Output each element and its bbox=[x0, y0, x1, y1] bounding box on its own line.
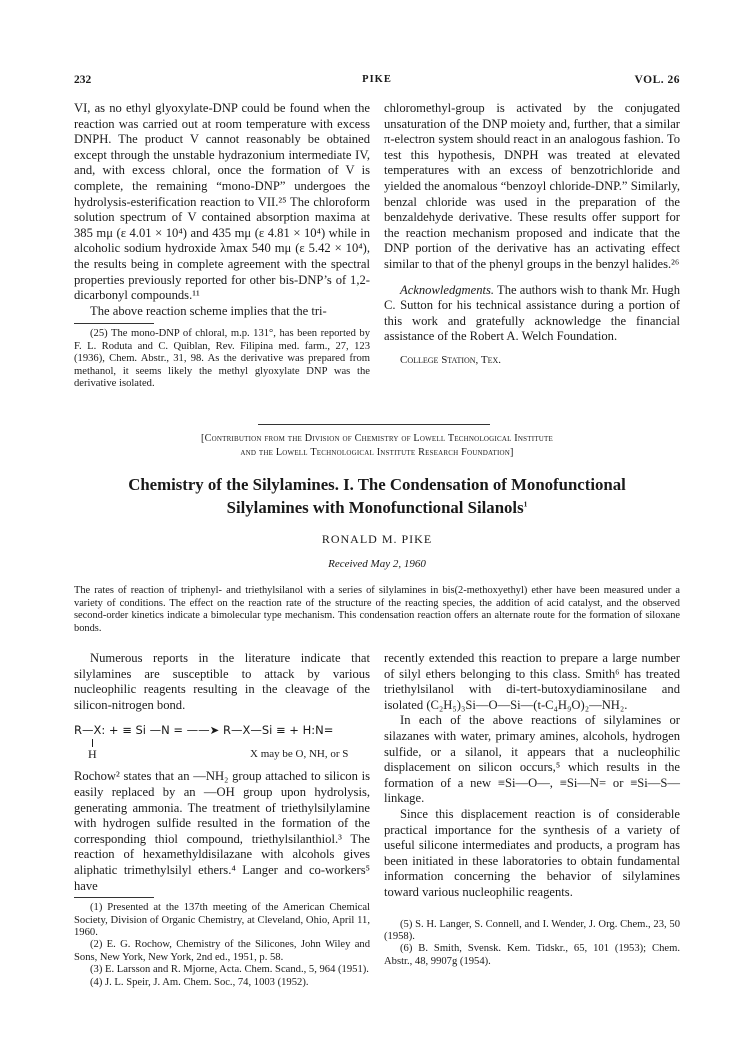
contribution-line: [Contribution from the Division of Chemistry of Lowell Technological Institute bbox=[201, 433, 553, 444]
top-right-column bbox=[384, 101, 680, 369]
footnote-text: (6) B. Smith, Svensk. Kem. Tidskr., 65, 101 (1953); Chem. Abstr., 48, 9907g (1954). bbox=[384, 943, 680, 967]
top-left-column bbox=[74, 101, 370, 390]
title-footnote-mark: 1 bbox=[523, 499, 528, 509]
equation-h: H bbox=[88, 747, 97, 762]
paragraph: VI, as no ethyl glyoxylate-DNP could be found when the reaction was carried out at room temperature with excess DNPH. The product V cannot reasonably be obtained except through the unstable hydrazonium intermediate IV, and, with excess chloral, once the formation of V is complete, the remaining “mono-DNP” undergoes the hydrolysis-esterification reaction to VII.²⁵ The chloroform solution spectrum of V contained absorption maxima at 385 mμ (ε 4.01 × 10⁴) and 435 mμ (ε 4.81 × 10⁴) while in alcoholic sodium hydroxide λmax 540 mμ (ε 5.42 × 10⁴), the results being in complete agreement with the spectral properties previously reported for other bis-DNP’s of 1,2-dicarbonyl compounds.¹¹ bbox=[74, 101, 370, 303]
contribution-note bbox=[74, 432, 680, 459]
author: RONALD M. PIKE bbox=[321, 532, 433, 546]
reaction-equation bbox=[74, 721, 370, 765]
page-number: 232 bbox=[74, 74, 92, 86]
paragraph: Rochow² states that an —NH₂ group attached to silicon is easily replaced by an —OH group upon hydrolysis, generating ammonia. The treatment of triethylsilylamine with hydrogen sulfide resulted in the formation of the corresponding thiol compound, triethylsilanthiol.³ The reaction of hexamethyldisilazane with alcohols gives aliphatic trimethylsilyl ethers.⁴ Langer and co-workers⁵ have bbox=[74, 769, 370, 893]
footnote-rule bbox=[74, 323, 154, 324]
paragraph: Numerous reports in the literature indicate that silylamines are susceptible to attack by various nucleophilic reagents resulting in the cleavage of the silicon-nitrogen bond. bbox=[74, 651, 370, 712]
footnote-text: (4) J. L. Speir, J. Am. Chem. Soc., 74, 1003 (1952). bbox=[90, 976, 309, 988]
equation-text: R—X: + ≡ Si —N = ——➤ R—X—Si ≡ + H:N= bbox=[74, 723, 334, 738]
paragraph: recently extended this reaction to prepare a large number of silyl ethers belonging to this class. Smith⁶ has treated triethylsilanol with di-tert-butoxydiaminosilane and isolated (C₂H₅)₃Si—O—Si—(t-C₄H₉O)₂—NH₂. bbox=[384, 651, 680, 712]
title-text: Silylamines with Monofunctional Silanols bbox=[226, 498, 524, 517]
paragraph: The above reaction scheme implies that the tri- bbox=[90, 303, 327, 318]
paragraph: In each of the above reactions of silylamines or silazanes with water, primary amines, alcohols, hydrogen sulfide, or a silanol, it appears that a nucleophilic displacement on silicon occurs,⁵ which results in the formation of a new ≡Si—O—, ≡Si—N= or ≡Si—S— linkage. bbox=[384, 713, 680, 806]
paragraph: chloromethyl-group is activated by the conjugated unsaturation of the DNP moiety and, further, that a similar π-electron system should react in an analogous fashion. To test this hypothesis, DNPH was treated at elevated temperatures with an excess of benzotrichloride and yielded the anomalous “benzoyl chloride-DNP.” Similarly, benzal chloride was used in the preparation of the benzaldehyde derivative. These results offer support for the reaction mechanism proposed and indicate that the DNP portion of the derivative has an activating effect similar to that of the phenyl groups in the benzyl halides.²⁶ bbox=[384, 101, 680, 271]
body-right-column bbox=[384, 651, 680, 968]
footnote-text: (2) E. G. Rochow, Chemistry of the Silicones, John Wiley and Sons, New York, New York, 2nd ed., 1951, p. 58. bbox=[74, 939, 370, 963]
article-title bbox=[74, 473, 680, 519]
running-title: PIKE bbox=[362, 74, 392, 85]
body-left-column bbox=[74, 651, 370, 989]
acknowledgments bbox=[384, 283, 680, 345]
footnote-text: (25) The mono-DNP of chloral, m.p. 131°, has been reported by F. L. Roduta and C. Quiblan, Rev. Filipina med. farm., 27, 123 (1936), Chem. Abstr., 31, 98. As the derivative was prepared from methanol, it seems likely the methyl glyoxylate DNP was the derivative isolated. bbox=[74, 328, 370, 389]
abstract: The rates of reaction of triphenyl- and triethylsilanol with a series of silylamines in bis(2-methoxyethyl) ether have been measured under a variety of conditions. The effect on the reaction rate of the structure of the reacting species, the addition of acid catalyst, and the observed second-order kinetics indicate a bimolecular type mechanism. This condensation reaction offers an alternate route for the formation of siloxane bonds. bbox=[74, 585, 680, 634]
title-line-2 bbox=[74, 496, 680, 519]
footnote-text: (3) E. Larsson and R. Mjorne, Acta. Chem. Scand., 5, 964 (1951). bbox=[90, 964, 369, 976]
section-divider bbox=[258, 424, 490, 425]
paragraph: Since this displacement reaction is of considerable practical importance for the synthesis of a variety of useful silicone intermediates and products, a program has been initiated in these laboratories to obtain fundamental information concerning the behavior of silylamines toward various nucleophilic reagents. bbox=[384, 806, 680, 899]
footnotes bbox=[74, 902, 370, 989]
contribution-line: and the Lowell Technological Institute Research Foundation] bbox=[240, 446, 514, 458]
equation-bond bbox=[92, 739, 93, 747]
volume-label: VOL. 26 bbox=[634, 74, 680, 86]
affiliation: College Station, Tex. bbox=[400, 353, 501, 366]
footnote-rule bbox=[74, 897, 154, 898]
page-header bbox=[74, 74, 680, 88]
ack-label: Acknowledgments. bbox=[400, 282, 495, 297]
footnote bbox=[74, 328, 370, 390]
footnotes bbox=[384, 919, 680, 969]
title-line: Chemistry of the Silylamines. I. The Condensation of Monofunctional bbox=[128, 475, 626, 494]
ack-text: The authors wish to thank Mr. Hugh C. Sutton for his technical assistance during a portion of this work and gratefully acknowledge the financial assistance of the Robert A. Welch Foundation. bbox=[384, 282, 680, 344]
received-date: Received May 2, 1960 bbox=[328, 558, 426, 570]
equation-note: X may be O, NH, or S bbox=[250, 748, 349, 761]
footnote-text: (1) Presented at the 137th meeting of the American Chemical Society, Division of Organic Chemistry, at Cleveland, Ohio, April 11, 1960. bbox=[74, 902, 370, 938]
footnote-text: (5) S. H. Langer, S. Connell, and I. Wender, J. Org. Chem., 23, 50 (1958). bbox=[384, 918, 680, 942]
